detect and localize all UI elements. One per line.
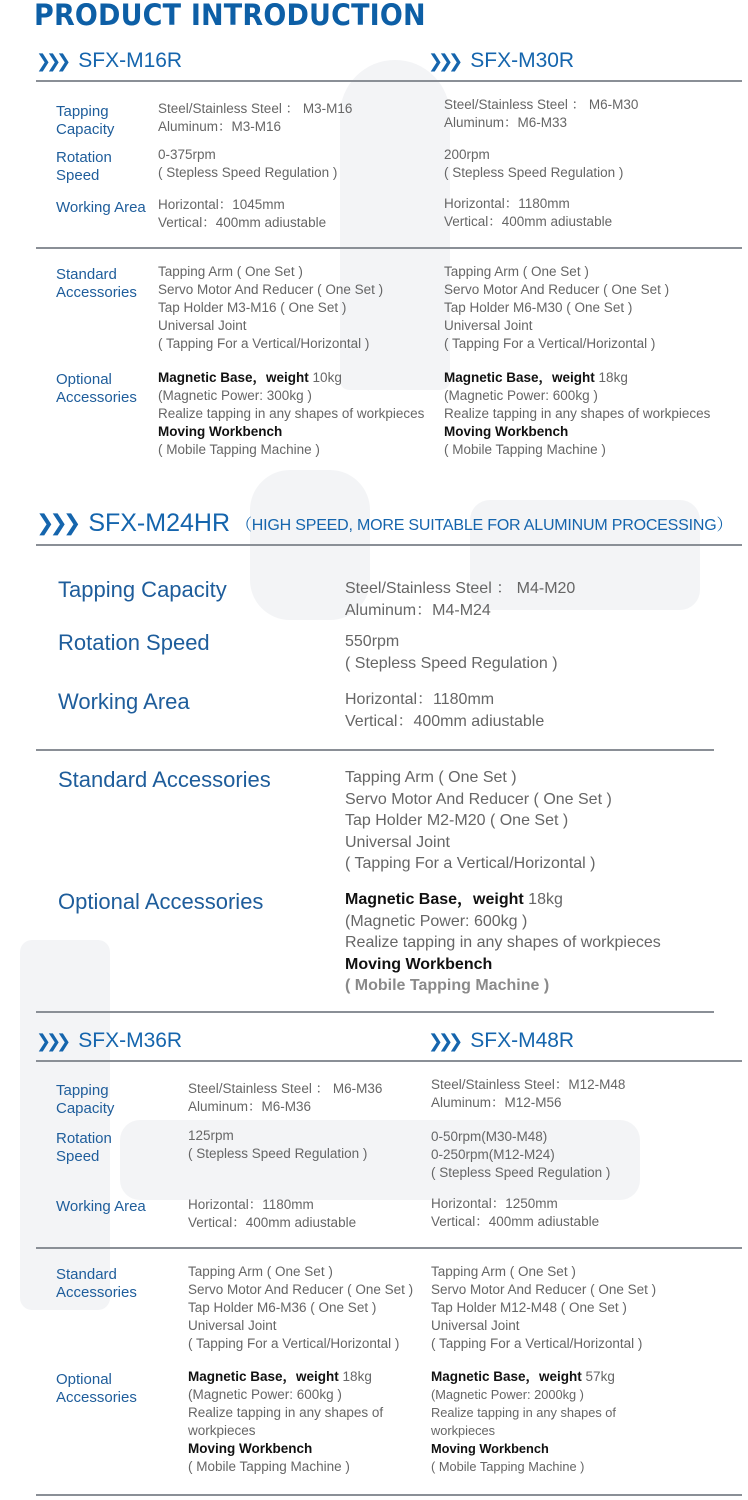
page-title: PRODUCT INTRODUCTION: [34, 0, 426, 32]
m16r-standard-accessories: Tapping Arm ( One Set ) Servo Motor And Reducer ( One Set ) Tap Holder M3-M16 ( One Set ) Universal Joint ( Tapping For a Vertical/Horizontal ): [158, 264, 384, 351]
label-rotation-speed: Rotation Speed: [58, 630, 210, 655]
chevron-right-icon: ❯❯❯: [36, 511, 77, 536]
label-working-area: Working Area: [58, 689, 190, 714]
m48r-area: Horizontal：1250mm Vertical：400mm adiustable: [431, 1196, 600, 1229]
m48r-optional-accessories: Magnetic Base，weight 57kg (Magnetic Power: 2000kg ) Realize tapping in any shapes of workpieces Moving Workbench ( Mobile Tapping Machine ): [431, 1369, 616, 1474]
m30r-capacity: Steel/Stainless Steel ： M6-M30 Aluminum：M6-M33: [444, 97, 639, 130]
m30r-speed: 200rpm ( Stepless Speed Regulation ): [444, 147, 624, 180]
m16r-speed: 0-375rpm ( Stepless Speed Regulation ): [158, 147, 338, 180]
m24hr-optional-accessories: Magnetic Base，weight 18kg (Magnetic Power: 600kg ) Realize tapping in any shapes of workpieces Moving Workbench ( Mobile Tapping Machine ): [345, 891, 661, 994]
chevron-right-icon: ❯❯❯: [36, 50, 67, 72]
label-working-area: Working Area: [56, 1198, 146, 1215]
m24hr-standard-accessories: Tapping Arm ( One Set ) Servo Motor And Reducer ( One Set ) Tap Holder M2-M20 ( One Set ) Universal Joint ( Tapping For a Vertical/Horizontal ): [345, 769, 612, 872]
chevron-right-icon: ❯❯❯: [428, 1030, 459, 1052]
m16r-optional-accessories: Magnetic Base，weight 10kg (Magnetic Power: 300kg ) Realize tapping in any shapes of workpieces Moving Workbench ( Mobile Tapping Machine ): [158, 370, 425, 457]
divider: [36, 1247, 742, 1249]
model-name: SFX-M36R: [78, 1029, 183, 1052]
model-name: SFX-M16R: [78, 49, 183, 72]
m48r-capacity: Steel/Stainless Steel：M12-M48 Aluminum：M12-M56: [431, 1077, 626, 1110]
model-name: SFX-M30R: [470, 49, 575, 72]
m48r-standard-accessories: Tapping Arm ( One Set ) Servo Motor And Reducer ( One Set ) Tap Holder M12-M48 ( One Set ) Universal Joint ( Tapping For a Vertical/Horizontal ): [431, 1264, 657, 1351]
background-stand-shape: [20, 940, 110, 1310]
label-tapping-capacity: Tapping Capacity: [56, 1082, 115, 1117]
model-note: （HIGH SPEED, MORE SUITABLE FOR ALUMINUM PROCESSING）: [236, 517, 733, 534]
m36r-area: Horizontal：1180mm Vertical：400mm adiustable: [188, 1197, 357, 1230]
model-heading-m30r: [428, 49, 574, 73]
model-name: SFX-M48R: [470, 1029, 575, 1052]
model-heading-m24hr: [36, 509, 732, 538]
divider: [36, 247, 742, 249]
m24hr-capacity: Steel/Stainless Steel ： M4-M20 Aluminum：M4-M24: [345, 580, 576, 619]
m24hr-area: Horizontal：1180mm Vertical：400mm adiustable: [345, 691, 545, 730]
label-tapping-capacity: Tapping Capacity: [56, 103, 115, 138]
divider: [36, 1011, 714, 1013]
label-rotation-speed: Rotation Speed: [56, 1130, 112, 1165]
divider: [36, 1494, 742, 1496]
m16r-area: Horizontal：1045mm Vertical：400mm adiustable: [158, 197, 327, 230]
label-standard-accessories: Standard Accessories: [58, 767, 271, 792]
m36r-capacity: Steel/Stainless Steel ： M6-M36 Aluminum：M6-M36: [188, 1081, 383, 1114]
m36r-optional-accessories: Magnetic Base，weight 18kg (Magnetic Power: 600kg ) Realize tapping in any shapes of workpieces Moving Workbench ( Mobile Tapping Machine ): [188, 1369, 384, 1474]
m36r-standard-accessories: Tapping Arm ( One Set ) Servo Motor And Reducer ( One Set ) Tap Holder M6-M36 ( One Set ) Universal Joint ( Tapping For a Vertical/Horizontal ): [188, 1264, 414, 1351]
label-rotation-speed: Rotation Speed: [56, 149, 112, 184]
m16r-capacity: Steel/Stainless Steel ： M3-M16 Aluminum：M3-M16: [158, 101, 353, 134]
divider: [36, 80, 742, 82]
label-optional-accessories: Optional Accessories: [58, 889, 264, 914]
divider: [36, 544, 742, 546]
model-heading-m48r: [428, 1029, 574, 1053]
m30r-area: Horizontal：1180mm Vertical：400mm adiustable: [444, 196, 613, 229]
label-working-area: Working Area: [56, 199, 146, 216]
m24hr-speed: 550rpm ( Stepless Speed Regulation ): [345, 633, 558, 672]
m48r-speed: 0-50rpm(M30-M48) 0-250rpm(M12-M24) ( Stepless Speed Regulation ): [431, 1129, 611, 1180]
divider: [36, 749, 714, 751]
model-name: SFX-M24HR: [88, 509, 230, 537]
m30r-optional-accessories: Magnetic Base，weight 18kg (Magnetic Power: 600kg ) Realize tapping in any shapes of workpieces Moving Workbench ( Mobile Tapping Machine ): [444, 370, 711, 457]
label-optional-accessories: Optional Accessories: [56, 371, 137, 406]
divider: [36, 1060, 742, 1062]
label-optional-accessories: Optional Accessories: [56, 1371, 137, 1406]
model-heading-m16r: [36, 49, 182, 73]
label-standard-accessories: Standard Accessories: [56, 266, 137, 301]
m30r-standard-accessories: Tapping Arm ( One Set ) Servo Motor And Reducer ( One Set ) Tap Holder M6-M30 ( One Set ) Universal Joint ( Tapping For a Vertical/Horizontal ): [444, 264, 670, 351]
chevron-right-icon: ❯❯❯: [428, 50, 459, 72]
chevron-right-icon: ❯❯❯: [36, 1030, 67, 1052]
label-tapping-capacity: Tapping Capacity: [58, 577, 227, 602]
label-standard-accessories: Standard Accessories: [56, 1266, 137, 1301]
m36r-speed: 125rpm ( Stepless Speed Regulation ): [188, 1128, 368, 1161]
model-heading-m36r: [36, 1029, 182, 1053]
